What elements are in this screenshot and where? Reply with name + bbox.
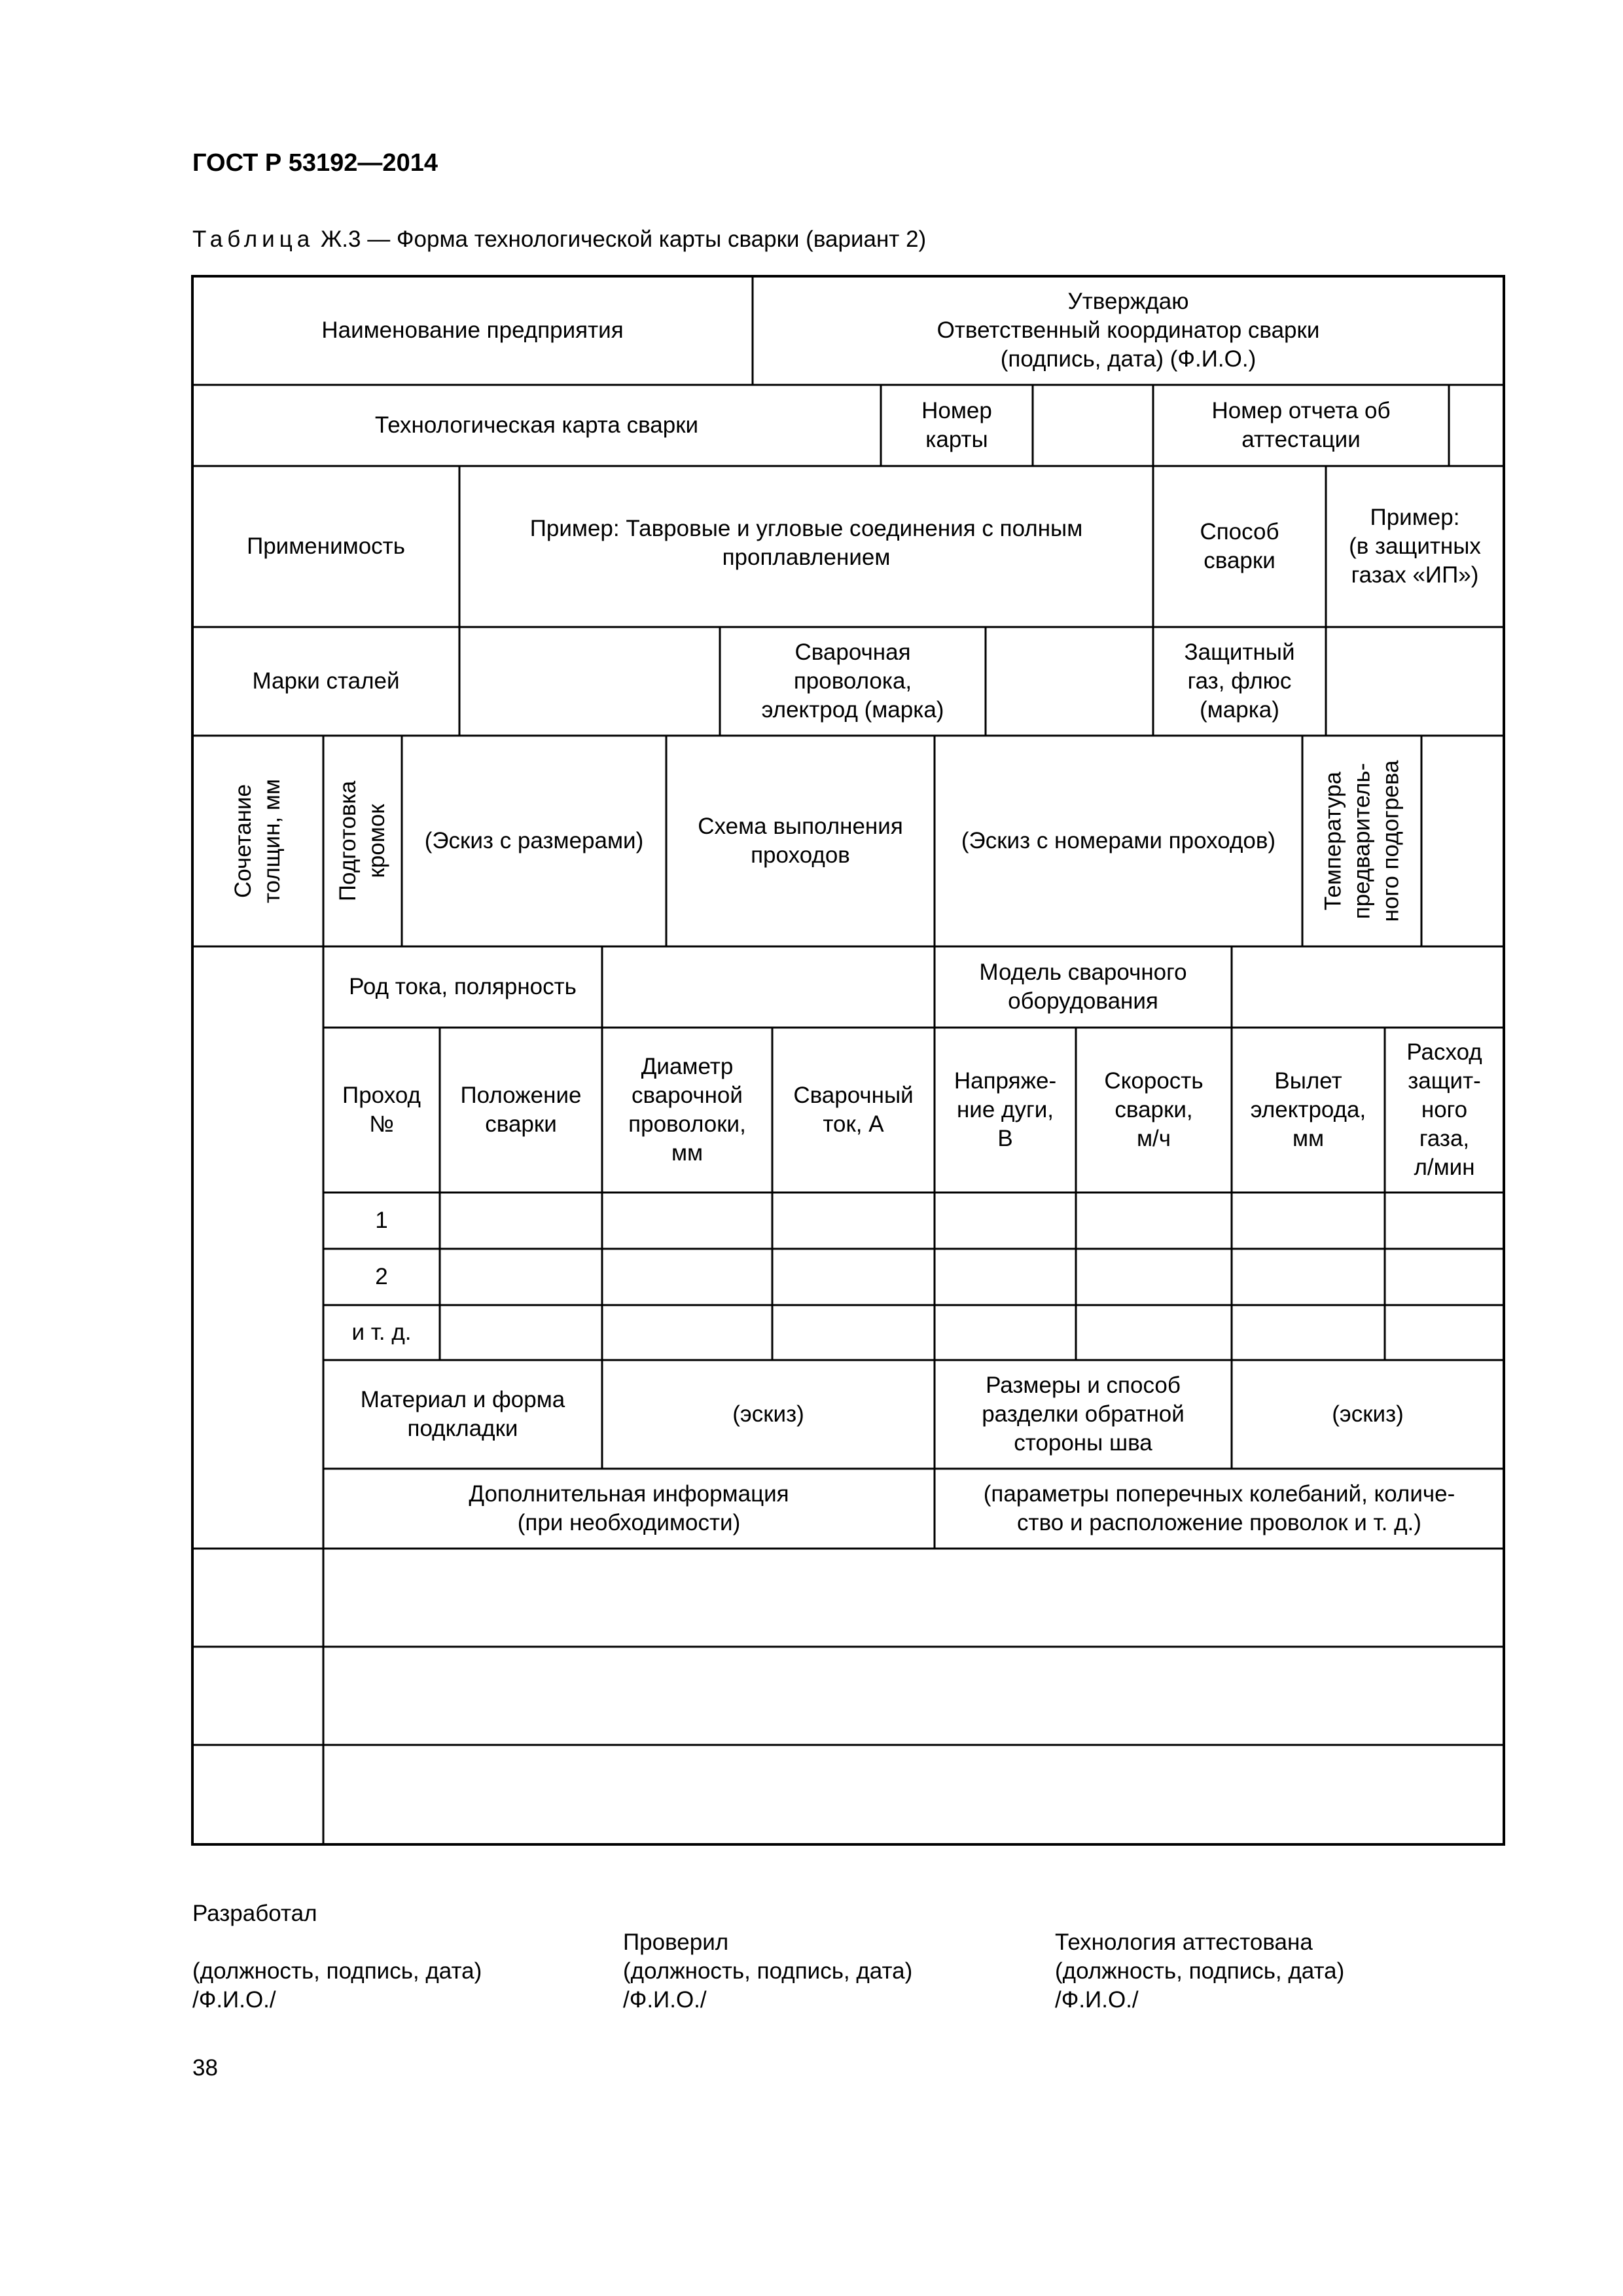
approve-line-2: Ответственный координатор сварки xyxy=(936,317,1320,343)
card-number-label: Номер карты xyxy=(921,398,992,452)
current-polarity-label: Род тока, полярность xyxy=(349,974,577,999)
signature-developed-name: /Ф.И.О./ xyxy=(192,1987,276,2013)
edge-preparation-label: Подготовка кромок xyxy=(335,780,389,902)
org-name-label: Наименование предприятия xyxy=(321,317,624,343)
col-welding-position: Положение сварки xyxy=(460,1083,582,1137)
equipment-model-label: Модель сварочного оборудования xyxy=(979,960,1187,1014)
additional-info-label: Дополнительная информация (при необходимости) xyxy=(469,1481,789,1535)
signature-certified xyxy=(1055,1928,1344,2015)
signature-checked-title: Проверил xyxy=(623,1929,729,1955)
signature-checked xyxy=(623,1928,912,2015)
col-gas-flow: Расход защит- ного газа, л/мин xyxy=(1406,1039,1482,1180)
signature-checked-role: (должность, подпись, дата) xyxy=(623,1958,913,1984)
welding-method-label: Способ сварки xyxy=(1200,519,1279,573)
approve-line-3: (подпись, дата) (Ф.И.О.) xyxy=(1000,346,1257,372)
page-number: 38 xyxy=(192,2055,218,2081)
table-row-etc-pass: и т. д. xyxy=(351,1319,412,1345)
thickness-combination-label: Сочетание толщин, мм xyxy=(230,778,285,904)
shielding-gas-label: Защитный газ, флюс (марка) xyxy=(1184,639,1295,723)
caption-text: Ж.3 — Форма технологической карты сварки (вариант 2) xyxy=(314,226,927,252)
report-number-label: Номер отчета об аттестации xyxy=(1211,398,1391,452)
signature-certified-title: Технология аттестована xyxy=(1055,1929,1313,1955)
col-pass-number: Проход № xyxy=(342,1083,421,1137)
table-row-2-pass: 2 xyxy=(375,1264,388,1289)
signature-developed-title: Разработал xyxy=(192,1901,317,1926)
document-code: ГОСТ Р 53192—2014 xyxy=(192,149,438,177)
signature-certified-role: (должность, подпись, дата) xyxy=(1055,1958,1345,1984)
signature-developed-role: (должность, подпись, дата) xyxy=(192,1958,482,1984)
applicability-label: Применимость xyxy=(247,533,405,559)
backing-sketch: (эскиз) xyxy=(732,1401,804,1427)
backing-material-label: Материал и форма подкладки xyxy=(360,1387,565,1441)
col-arc-voltage: Напряже- ние дуги, В xyxy=(954,1068,1057,1151)
caption-prefix: Таблица xyxy=(192,226,315,252)
signature-certified-name: /Ф.И.О./ xyxy=(1055,1987,1139,2013)
col-wire-diameter: Диаметр сварочной проволоки, мм xyxy=(628,1054,746,1166)
sketch-pass-numbers: (Эскиз с номерами проходов) xyxy=(961,828,1276,853)
preheat-temperature-label: Температура предваритель- ного подогрева xyxy=(1320,760,1404,922)
welding-method-example: Пример: (в защитных газах «ИП») xyxy=(1349,505,1481,588)
col-electrode-stickout: Вылет электрода, мм xyxy=(1250,1068,1366,1151)
additional-info-value: (параметры поперечных колебаний, количе- ство и расположение проволок и т. д.) xyxy=(983,1481,1455,1535)
steel-grades-label: Марки сталей xyxy=(252,668,400,694)
pass-scheme-label: Схема выполнения проходов xyxy=(698,814,903,868)
table-row-1-pass: 1 xyxy=(375,1208,388,1233)
signature-developed xyxy=(192,1899,482,2015)
applicability-example: Пример: Тавровые и угловые соединения с полным проплавлением xyxy=(529,516,1083,570)
tech-card-title: Технологическая карта сварки xyxy=(374,412,699,438)
backside-preparation-label: Размеры и способ разделки обратной стороны шва xyxy=(982,1372,1185,1456)
approve-line-1: Утверждаю xyxy=(1067,289,1189,314)
sketch-dimensions: (Эскиз с размерами) xyxy=(424,828,644,853)
signature-checked-name: /Ф.И.О./ xyxy=(623,1987,707,2013)
col-welding-speed: Скорость сварки, м/ч xyxy=(1104,1068,1204,1151)
wire-electrode-label: Сварочная проволока, электрод (марка) xyxy=(761,639,944,723)
approval-block xyxy=(753,276,1504,385)
backside-sketch: (эскиз) xyxy=(1332,1401,1404,1427)
col-welding-current: Сварочный ток, А xyxy=(793,1083,914,1137)
